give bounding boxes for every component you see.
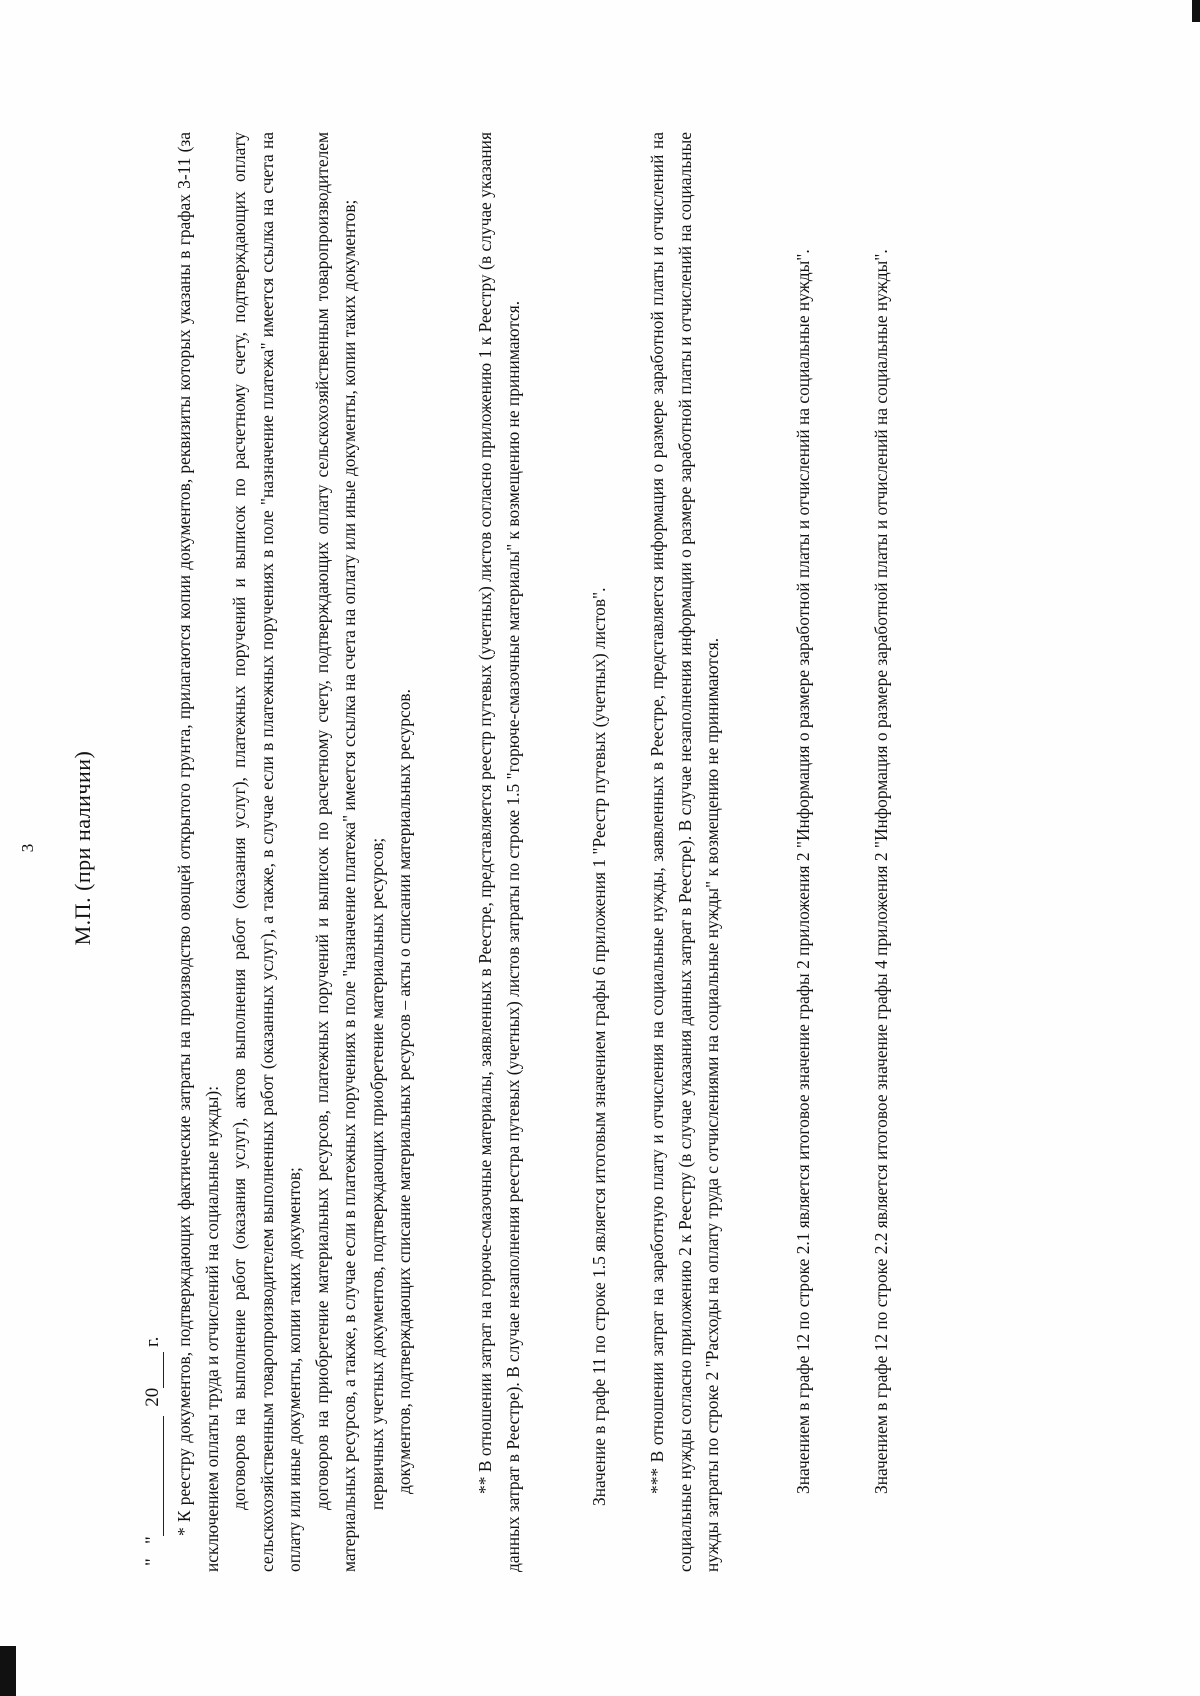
date-line [142, 1337, 164, 1566]
scan-edge-mark-top [1192, 0, 1200, 22]
footnote-1-item-1: договоров на выполнение работ (оказания услуг), актов выполнения работ (оказания услуг), платежных поручений и выписок по расчетному счету, подтверждающих оплату сельскохозяйственным товаропроизводителем выполненных работ (оказанных услуг), а также, в случае если в платежных поручениях в поле "назначение платежа" имеется ссылка на счета на оплату или иные документы, копии таких документов; [229, 132, 304, 1572]
footnote-1 [171, 132, 419, 1572]
footnote-1-item-4: документов, подтверждающих списание материальных ресурсов – акты о списании материальных ресурсов. [394, 689, 414, 1494]
footnote-3-value-1: Значением в графе 12 по строке 2.1 является итоговое значение графы 2 приложения 2 "Информация о размере заработной платы и отчислений на социальные нужды". [793, 249, 813, 1494]
footnote-1-item-2: договоров на приобретение материальных ресурсов, платежных поручений и выписок по расчетному счету, подтверждающих оплату сельскохозяйственным товаропроизводителем материальных ресурсов, а также, в случае если в платежных поручениях в поле "назначение платежа" имеется ссылка на счета на оплату или иные документы, копии таких документов; [311, 132, 359, 1572]
date-close-quote: " [142, 1536, 163, 1544]
footnote-3 [644, 132, 727, 1572]
date-year-blank [144, 1352, 164, 1388]
stamp-placeholder: М.П. (при наличии) [70, 750, 95, 946]
footnote-1-intro: * К реестру документов, подтверждающих фактические затраты на производство овощей открытого грунта, прилагаются копии документов, реквизиты которых указаны в графах 3-11 (за исключением оплаты труда и отчислений на социальные нужды): [174, 132, 222, 1572]
date-year-prefix: 20 [142, 1387, 163, 1407]
date-open-quote: " [142, 1558, 163, 1566]
footnote-2-text: ** В отношении затрат на горюче-смазочные материалы, заявленных в Реестре, представляется реестр путевых (учетных) листов согласно приложению 1 к Реестру (в случае указания данных затрат в Реестре). В случае незаполнения реестра путевых (учетных) листов затраты по строке 1.5 "горюче-смазочные материалы" к возмещению не принимаются. [475, 132, 523, 1572]
footnote-2 [472, 132, 527, 1572]
footnote-3-value-2: Значением в графе 12 по строке 2.2 является итоговое значение графы 4 приложения 2 "Информация о размере заработной платы и отчислений на социальные нужды". [871, 249, 891, 1494]
footnote-3-text: *** В отношении затрат на заработную плату и отчисления на социальные нужды, заявленных в Реестре, представляется информация о размере заработной платы и отчислений на социальные нужды согласно приложению 2 к Реестру (в случае указания данных затрат в Реестре). В случае незаполнения информации о размере заработной платы и отчислений на социальные нужды затраты по строке 2 "Расходы на оплату труда с отчислениями на социальные нужды" к возмещению не принимаются. [647, 132, 722, 1572]
footnote-2-value: Значение в графе 11 по строке 1.5 является итоговым значением графы 6 приложения 1 "Реестр путевых (учетных) листов". [589, 587, 609, 1506]
footnote-3-value-1-block [790, 132, 818, 1572]
page-number: 3 [18, 843, 37, 853]
date-day-blank [144, 1416, 164, 1536]
footnote-3-value-2-block [868, 132, 896, 1572]
scan-edge-mark-bottom [0, 1646, 16, 1696]
date-year-suffix: г. [142, 1336, 163, 1347]
footnote-1-item-3: первичных учетных документов, подтверждающих приобретение материальных ресурсов; [366, 837, 387, 1510]
